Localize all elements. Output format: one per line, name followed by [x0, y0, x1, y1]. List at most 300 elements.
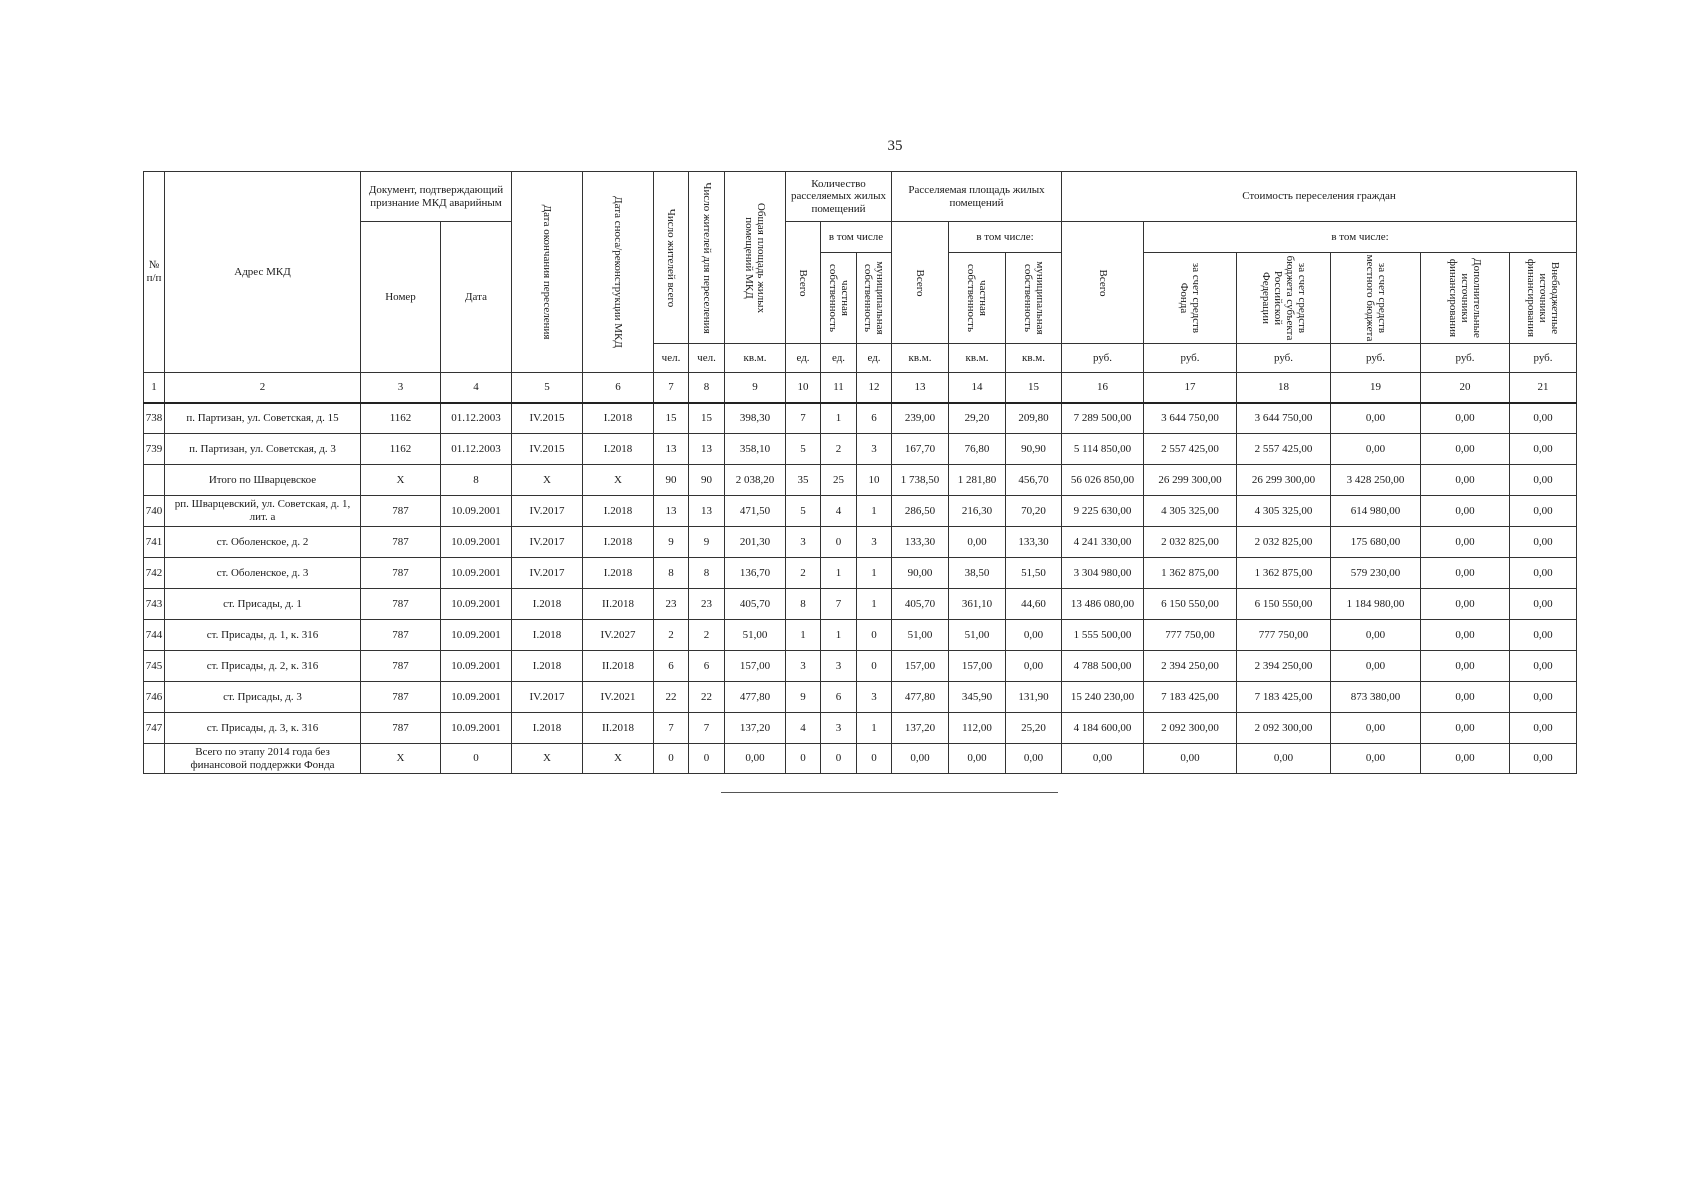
cell-res-resettle: 13 [689, 496, 725, 527]
cell-area-private: 51,00 [949, 620, 1006, 651]
cell-end: X [512, 744, 583, 774]
cell-subject: 26 299 300,00 [1237, 465, 1331, 496]
cell-demolition: II.2018 [583, 651, 654, 682]
cell-area-mkd: 2 038,20 [725, 465, 786, 496]
cell-end: IV.2015 [512, 403, 583, 434]
cell-rooms-muni: 6 [857, 403, 892, 434]
cell-rooms-private: 25 [821, 465, 857, 496]
cell-num: 742 [144, 558, 165, 589]
column-index-cell: 4 [441, 373, 512, 403]
cell-num: 746 [144, 682, 165, 713]
cell-area-total: 0,00 [892, 744, 949, 774]
cell-doc-num: 787 [361, 496, 441, 527]
cell-rooms-muni: 10 [857, 465, 892, 496]
header-resettlement-end: Дата окончания переселения [512, 172, 583, 373]
cell-num: 743 [144, 589, 165, 620]
cell-doc-num: 787 [361, 558, 441, 589]
table-row [144, 744, 1577, 774]
cell-doc-num: 787 [361, 682, 441, 713]
column-index-cell: 5 [512, 373, 583, 403]
column-index-cell: 17 [1144, 373, 1237, 403]
cell-area-muni: 0,00 [1006, 744, 1062, 774]
cell-additional: 0,00 [1421, 496, 1510, 527]
cell-doc-num: X [361, 465, 441, 496]
unit-cell: руб. [1237, 344, 1331, 373]
cell-area-mkd: 51,00 [725, 620, 786, 651]
column-index-cell: 9 [725, 373, 786, 403]
cell-fund: 7 183 425,00 [1144, 682, 1237, 713]
cell-doc-date: 10.09.2001 [441, 682, 512, 713]
cell-additional: 0,00 [1421, 527, 1510, 558]
cell-area-mkd: 398,30 [725, 403, 786, 434]
cell-end: IV.2017 [512, 527, 583, 558]
cell-area-private: 76,80 [949, 434, 1006, 465]
cell-rooms-total: 5 [786, 434, 821, 465]
cell-fund: 2 032 825,00 [1144, 527, 1237, 558]
cell-extra: 0,00 [1510, 527, 1577, 558]
header-rooms-incl: в том числе [821, 222, 892, 253]
cell-extra: 0,00 [1510, 620, 1577, 651]
table-row [144, 651, 1577, 682]
unit-cell: ед. [857, 344, 892, 373]
cell-rooms-private: 3 [821, 713, 857, 744]
cell-area-total: 405,70 [892, 589, 949, 620]
cell-rooms-total: 0 [786, 744, 821, 774]
cell-cost-total: 4 788 500,00 [1062, 651, 1144, 682]
cell-subject: 2 557 425,00 [1237, 434, 1331, 465]
cell-num: 738 [144, 403, 165, 434]
cell-rooms-total: 3 [786, 651, 821, 682]
cell-res-resettle: 7 [689, 713, 725, 744]
cell-demolition: I.2018 [583, 434, 654, 465]
cell-rooms-private: 6 [821, 682, 857, 713]
cell-doc-date: 01.12.2003 [441, 403, 512, 434]
header-cost-incl: в том числе: [1144, 222, 1577, 253]
cell-num [144, 744, 165, 774]
cell-cost-total: 7 289 500,00 [1062, 403, 1144, 434]
cell-rooms-muni: 1 [857, 589, 892, 620]
cell-local: 0,00 [1331, 434, 1421, 465]
column-index-cell: 11 [821, 373, 857, 403]
cell-rooms-private: 3 [821, 651, 857, 682]
cell-additional: 0,00 [1421, 465, 1510, 496]
unit-cell: кв.м. [949, 344, 1006, 373]
cell-cost-total: 3 304 980,00 [1062, 558, 1144, 589]
cell-doc-date: 0 [441, 744, 512, 774]
table-row [144, 434, 1577, 465]
cell-res-total: 6 [654, 651, 689, 682]
column-index-cell: 2 [165, 373, 361, 403]
cell-address: ст. Оболенское, д. 3 [165, 558, 361, 589]
unit-cell: ед. [786, 344, 821, 373]
cell-area-total: 90,00 [892, 558, 949, 589]
header-cost: Стоимость переселения граждан [1062, 172, 1577, 222]
cell-num: 747 [144, 713, 165, 744]
cell-end: I.2018 [512, 651, 583, 682]
cell-cost-total: 9 225 630,00 [1062, 496, 1144, 527]
table-body [144, 373, 1577, 774]
header-total-area: Общая площадь жилых помещений МКД [725, 172, 786, 344]
cell-local: 873 380,00 [1331, 682, 1421, 713]
cell-doc-num: 1162 [361, 434, 441, 465]
cell-address: ст. Присады, д. 1, к. 316 [165, 620, 361, 651]
cell-doc-num: 1162 [361, 403, 441, 434]
cell-area-mkd: 201,30 [725, 527, 786, 558]
header-subject-budget: за счет средств бюджета субъекта Российской Федерации [1237, 253, 1331, 344]
cell-res-resettle: 8 [689, 558, 725, 589]
cell-cost-total: 5 114 850,00 [1062, 434, 1144, 465]
cell-area-muni: 51,50 [1006, 558, 1062, 589]
cell-num: 740 [144, 496, 165, 527]
cell-res-total: 22 [654, 682, 689, 713]
column-index-cell: 10 [786, 373, 821, 403]
cell-rooms-muni: 1 [857, 496, 892, 527]
cell-res-total: 8 [654, 558, 689, 589]
cell-doc-date: 10.09.2001 [441, 589, 512, 620]
table-row [144, 496, 1577, 527]
cell-area-total: 286,50 [892, 496, 949, 527]
column-index-cell: 7 [654, 373, 689, 403]
cell-additional: 0,00 [1421, 744, 1510, 774]
cell-demolition: X [583, 465, 654, 496]
cell-rooms-private: 0 [821, 744, 857, 774]
header-local-budget: за счет средств местного бюджета [1331, 253, 1421, 344]
cell-end: IV.2017 [512, 682, 583, 713]
cell-end: IV.2015 [512, 434, 583, 465]
cell-subject: 7 183 425,00 [1237, 682, 1331, 713]
cell-rooms-total: 9 [786, 682, 821, 713]
cell-end: I.2018 [512, 713, 583, 744]
cell-res-total: 90 [654, 465, 689, 496]
cell-res-total: 13 [654, 434, 689, 465]
cell-rooms-muni: 0 [857, 620, 892, 651]
table-row [144, 713, 1577, 744]
cell-area-total: 1 738,50 [892, 465, 949, 496]
cell-address: Всего по этапу 2014 года без финансовой поддержки Фонда [165, 744, 361, 774]
header-additional: Дополнительные источники финансирования [1421, 253, 1510, 344]
cell-address: ст. Присады, д. 3 [165, 682, 361, 713]
header-rooms-total: Всего [786, 222, 821, 344]
cell-num: 741 [144, 527, 165, 558]
cell-fund: 4 305 325,00 [1144, 496, 1237, 527]
cell-res-resettle: 9 [689, 527, 725, 558]
cell-end: I.2018 [512, 620, 583, 651]
cell-rooms-total: 4 [786, 713, 821, 744]
cell-rooms-muni: 3 [857, 527, 892, 558]
cell-area-private: 361,10 [949, 589, 1006, 620]
cell-address: ст. Присады, д. 3, к. 316 [165, 713, 361, 744]
cell-end: I.2018 [512, 589, 583, 620]
cell-area-muni: 456,70 [1006, 465, 1062, 496]
cell-res-resettle: 23 [689, 589, 725, 620]
header-address: Адрес МКД [165, 172, 361, 373]
cell-subject: 777 750,00 [1237, 620, 1331, 651]
cell-area-mkd: 157,00 [725, 651, 786, 682]
cell-rooms-muni: 0 [857, 651, 892, 682]
cell-fund: 3 644 750,00 [1144, 403, 1237, 434]
cell-end: IV.2017 [512, 496, 583, 527]
unit-cell: руб. [1062, 344, 1144, 373]
cell-area-mkd: 471,50 [725, 496, 786, 527]
cell-res-total: 9 [654, 527, 689, 558]
cell-fund: 2 557 425,00 [1144, 434, 1237, 465]
cell-rooms-muni: 0 [857, 744, 892, 774]
cell-extra: 0,00 [1510, 713, 1577, 744]
cell-area-private: 216,30 [949, 496, 1006, 527]
cell-doc-date: 10.09.2001 [441, 620, 512, 651]
cell-extra: 0,00 [1510, 589, 1577, 620]
cell-area-private: 1 281,80 [949, 465, 1006, 496]
header-fund: за счет средств Фонда [1144, 253, 1237, 344]
cell-doc-num: 787 [361, 527, 441, 558]
cell-end: X [512, 465, 583, 496]
cell-rooms-private: 0 [821, 527, 857, 558]
cell-demolition: IV.2021 [583, 682, 654, 713]
cell-extra: 0,00 [1510, 434, 1577, 465]
cell-demolition: IV.2027 [583, 620, 654, 651]
cell-fund: 777 750,00 [1144, 620, 1237, 651]
cell-rooms-total: 3 [786, 527, 821, 558]
header-document: Документ, подтверждающий признание МКД аварийным [361, 172, 512, 222]
cell-res-total: 7 [654, 713, 689, 744]
cell-local: 0,00 [1331, 403, 1421, 434]
header-area-total: Всего [892, 222, 949, 344]
cell-local: 1 184 980,00 [1331, 589, 1421, 620]
header-extrabudget: Внебюджетные источники финансирования [1510, 253, 1577, 344]
cell-area-private: 38,50 [949, 558, 1006, 589]
cell-fund: 2 394 250,00 [1144, 651, 1237, 682]
cell-address: рп. Шварцевский, ул. Советская, д. 1, лит. а [165, 496, 361, 527]
cell-extra: 0,00 [1510, 651, 1577, 682]
cell-rooms-total: 35 [786, 465, 821, 496]
cell-rooms-private: 1 [821, 403, 857, 434]
cell-extra: 0,00 [1510, 403, 1577, 434]
cell-res-total: 2 [654, 620, 689, 651]
cell-additional: 0,00 [1421, 682, 1510, 713]
cell-demolition: II.2018 [583, 589, 654, 620]
column-index-cell: 19 [1331, 373, 1421, 403]
cell-address: ст. Присады, д. 2, к. 316 [165, 651, 361, 682]
cell-extra: 0,00 [1510, 682, 1577, 713]
page-number: 35 [887, 138, 903, 154]
cell-local: 0,00 [1331, 651, 1421, 682]
cell-demolition: II.2018 [583, 713, 654, 744]
cell-area-muni: 44,60 [1006, 589, 1062, 620]
cell-additional: 0,00 [1421, 403, 1510, 434]
cell-doc-date: 10.09.2001 [441, 651, 512, 682]
cell-demolition: I.2018 [583, 403, 654, 434]
cell-res-total: 23 [654, 589, 689, 620]
cell-rooms-muni: 1 [857, 713, 892, 744]
cell-area-private: 345,90 [949, 682, 1006, 713]
cell-area-total: 167,70 [892, 434, 949, 465]
cell-cost-total: 4 184 600,00 [1062, 713, 1144, 744]
cell-end: IV.2017 [512, 558, 583, 589]
header-doc-date: Дата [441, 222, 512, 373]
unit-cell: кв.м. [892, 344, 949, 373]
column-index-cell: 13 [892, 373, 949, 403]
cell-rooms-total: 1 [786, 620, 821, 651]
cell-area-private: 112,00 [949, 713, 1006, 744]
cell-area-muni: 209,80 [1006, 403, 1062, 434]
resettlement-table [143, 171, 1577, 774]
header-area: Расселяемая площадь жилых помещений [892, 172, 1062, 222]
cell-subject: 1 362 875,00 [1237, 558, 1331, 589]
cell-area-private: 157,00 [949, 651, 1006, 682]
cell-subject: 2 032 825,00 [1237, 527, 1331, 558]
cell-fund: 2 092 300,00 [1144, 713, 1237, 744]
cell-doc-date: 01.12.2003 [441, 434, 512, 465]
unit-cell: руб. [1510, 344, 1577, 373]
cell-subject: 4 305 325,00 [1237, 496, 1331, 527]
cell-res-resettle: 90 [689, 465, 725, 496]
cell-area-muni: 25,20 [1006, 713, 1062, 744]
cell-area-muni: 133,30 [1006, 527, 1062, 558]
cell-fund: 26 299 300,00 [1144, 465, 1237, 496]
cell-res-total: 15 [654, 403, 689, 434]
unit-cell: руб. [1421, 344, 1510, 373]
cell-doc-num: 787 [361, 620, 441, 651]
unit-cell: кв.м. [725, 344, 786, 373]
header-rooms-municipal: муниципальная собственность [857, 253, 892, 344]
cell-local: 0,00 [1331, 620, 1421, 651]
cell-rooms-total: 7 [786, 403, 821, 434]
cell-res-resettle: 13 [689, 434, 725, 465]
cell-fund: 0,00 [1144, 744, 1237, 774]
cell-area-private: 0,00 [949, 744, 1006, 774]
header-area-private: частная собственность [949, 253, 1006, 344]
cell-area-mkd: 358,10 [725, 434, 786, 465]
header-area-incl: в том числе: [949, 222, 1062, 253]
cell-res-total: 0 [654, 744, 689, 774]
cell-subject: 3 644 750,00 [1237, 403, 1331, 434]
cell-fund: 1 362 875,00 [1144, 558, 1237, 589]
unit-cell: руб. [1331, 344, 1421, 373]
cell-doc-date: 8 [441, 465, 512, 496]
cell-res-resettle: 22 [689, 682, 725, 713]
cell-address: п. Партизан, ул. Советская, д. 15 [165, 403, 361, 434]
cell-additional: 0,00 [1421, 434, 1510, 465]
cell-area-mkd: 405,70 [725, 589, 786, 620]
cell-subject: 2 394 250,00 [1237, 651, 1331, 682]
table-row [144, 465, 1577, 496]
unit-cell: чел. [689, 344, 725, 373]
cell-area-total: 133,30 [892, 527, 949, 558]
column-index-cell: 12 [857, 373, 892, 403]
cell-rooms-muni: 3 [857, 682, 892, 713]
cell-local: 0,00 [1331, 744, 1421, 774]
cell-rooms-total: 5 [786, 496, 821, 527]
cell-area-total: 51,00 [892, 620, 949, 651]
header-demolition: Дата сноса/реконструкции МКД [583, 172, 654, 373]
cell-address: ст. Оболенское, д. 2 [165, 527, 361, 558]
cell-local: 579 230,00 [1331, 558, 1421, 589]
cell-rooms-total: 8 [786, 589, 821, 620]
header-cost-total: Всего [1062, 222, 1144, 344]
cell-num: 744 [144, 620, 165, 651]
unit-cell: чел. [654, 344, 689, 373]
cell-cost-total: 1 555 500,00 [1062, 620, 1144, 651]
cell-num [144, 465, 165, 496]
cell-demolition: X [583, 744, 654, 774]
cell-res-resettle: 0 [689, 744, 725, 774]
cell-subject: 0,00 [1237, 744, 1331, 774]
column-index-cell: 1 [144, 373, 165, 403]
cell-area-mkd: 137,20 [725, 713, 786, 744]
header-residents-resettle: Число жителей для переселения [689, 172, 725, 344]
cell-doc-date: 10.09.2001 [441, 496, 512, 527]
index-row [144, 373, 1577, 403]
column-index-cell: 3 [361, 373, 441, 403]
cell-demolition: I.2018 [583, 496, 654, 527]
cell-doc-date: 10.09.2001 [441, 527, 512, 558]
cell-local: 175 680,00 [1331, 527, 1421, 558]
cell-fund: 6 150 550,00 [1144, 589, 1237, 620]
cell-area-total: 157,00 [892, 651, 949, 682]
unit-cell: кв.м. [1006, 344, 1062, 373]
cell-rooms-muni: 1 [857, 558, 892, 589]
cell-rooms-private: 4 [821, 496, 857, 527]
cell-subject: 6 150 550,00 [1237, 589, 1331, 620]
cell-area-muni: 131,90 [1006, 682, 1062, 713]
cell-extra: 0,00 [1510, 558, 1577, 589]
header-residents-total: Число жителей всего [654, 172, 689, 344]
cell-area-mkd: 477,80 [725, 682, 786, 713]
cell-num: 739 [144, 434, 165, 465]
table-row [144, 620, 1577, 651]
column-index-cell: 14 [949, 373, 1006, 403]
column-index-cell: 20 [1421, 373, 1510, 403]
cell-address: Итого по Шварцевское [165, 465, 361, 496]
cell-area-muni: 90,90 [1006, 434, 1062, 465]
cell-extra: 0,00 [1510, 744, 1577, 774]
cell-area-private: 29,20 [949, 403, 1006, 434]
table-row [144, 403, 1577, 434]
cell-demolition: I.2018 [583, 558, 654, 589]
cell-doc-num: 787 [361, 589, 441, 620]
table-row [144, 682, 1577, 713]
header-rooms-private: частная собственность [821, 253, 857, 344]
unit-cell: руб. [1144, 344, 1237, 373]
cell-rooms-private: 2 [821, 434, 857, 465]
cell-res-resettle: 6 [689, 651, 725, 682]
column-index-cell: 16 [1062, 373, 1144, 403]
cell-area-total: 137,20 [892, 713, 949, 744]
cell-local: 3 428 250,00 [1331, 465, 1421, 496]
cell-rooms-private: 1 [821, 558, 857, 589]
cell-rooms-muni: 3 [857, 434, 892, 465]
cell-additional: 0,00 [1421, 620, 1510, 651]
cell-rooms-total: 2 [786, 558, 821, 589]
cell-additional: 0,00 [1421, 558, 1510, 589]
cell-doc-num: 787 [361, 651, 441, 682]
cell-cost-total: 0,00 [1062, 744, 1144, 774]
cell-additional: 0,00 [1421, 713, 1510, 744]
cell-additional: 0,00 [1421, 651, 1510, 682]
cell-local: 614 980,00 [1331, 496, 1421, 527]
cell-area-total: 239,00 [892, 403, 949, 434]
cell-doc-num: X [361, 744, 441, 774]
cell-local: 0,00 [1331, 713, 1421, 744]
cell-num: 745 [144, 651, 165, 682]
column-index-cell: 8 [689, 373, 725, 403]
header-doc-number: Номер [361, 222, 441, 373]
cell-cost-total: 56 026 850,00 [1062, 465, 1144, 496]
cell-doc-num: 787 [361, 713, 441, 744]
cell-res-total: 13 [654, 496, 689, 527]
cell-cost-total: 4 241 330,00 [1062, 527, 1144, 558]
footer-divider [721, 792, 1058, 793]
